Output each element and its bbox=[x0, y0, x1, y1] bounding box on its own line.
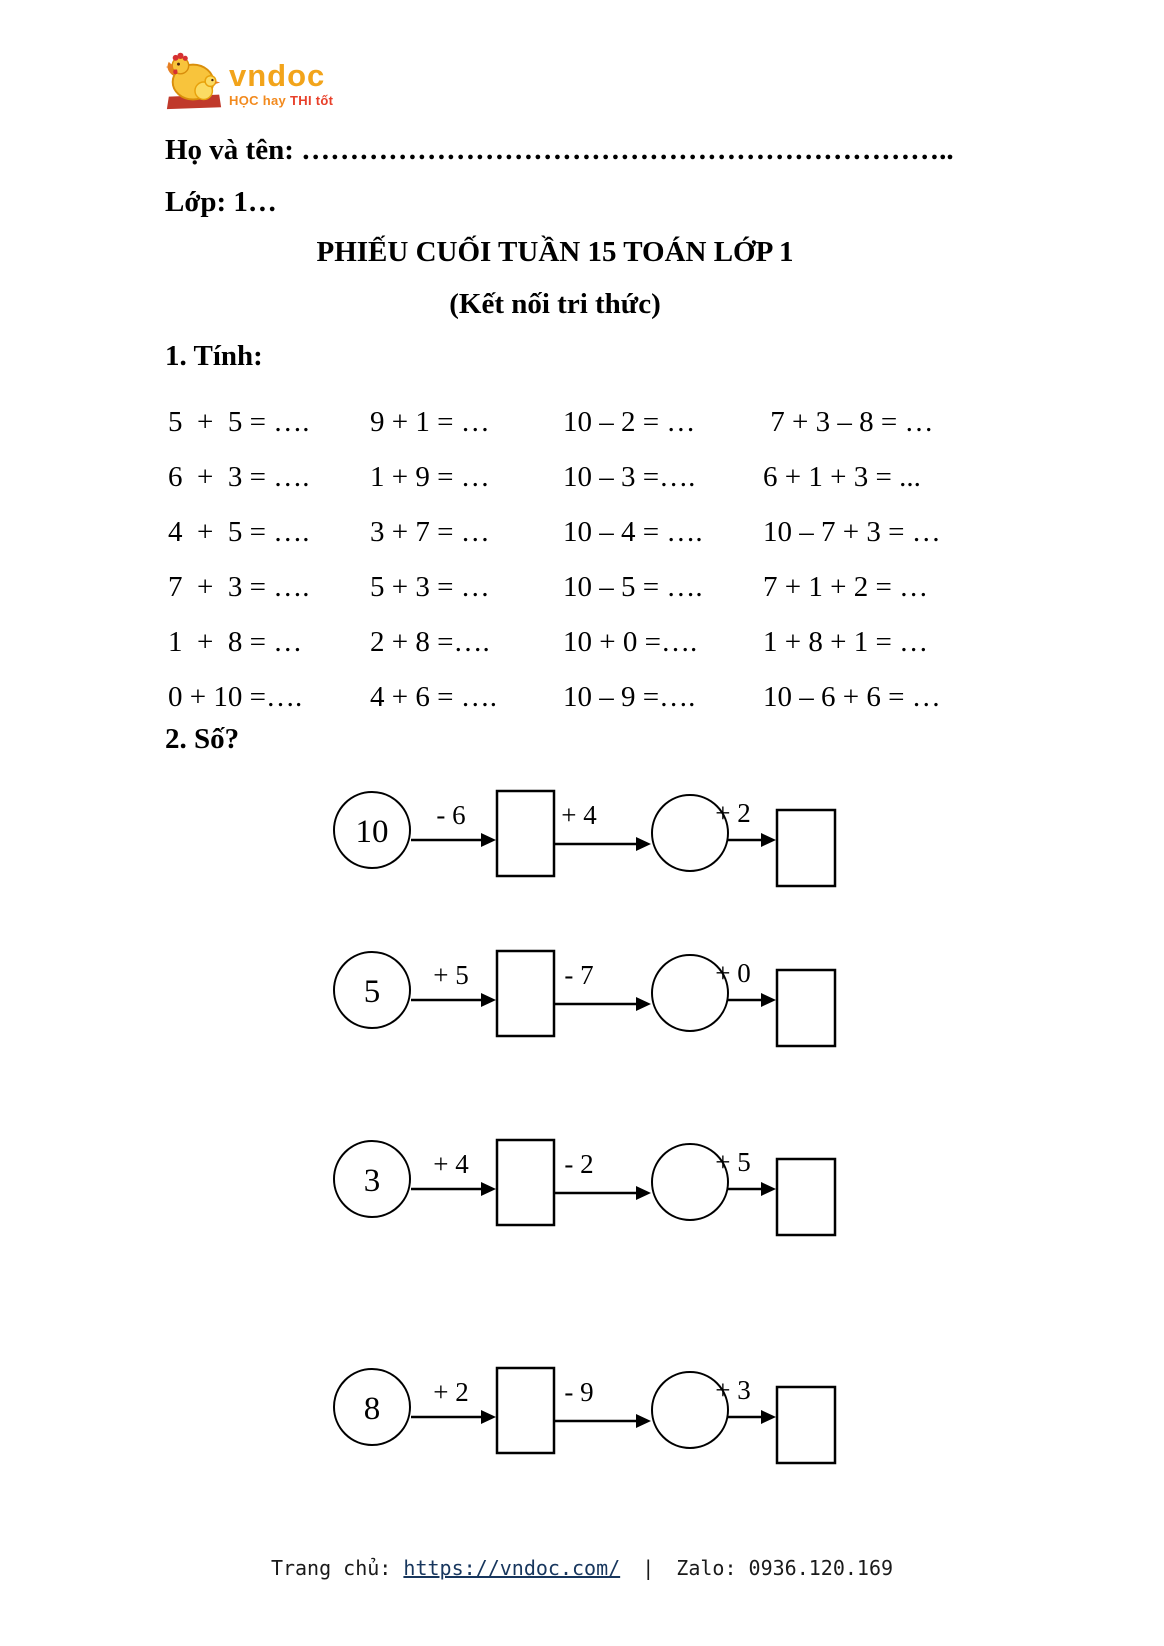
start-number: 8 bbox=[363, 1391, 381, 1427]
brand-wordmark: vndoc bbox=[229, 58, 326, 93]
operation-label: + 5 bbox=[715, 1147, 751, 1177]
operation-label: + 0 bbox=[715, 958, 751, 988]
number-chain-diagram-1 bbox=[333, 778, 853, 898]
exercise: 5 + 3 = … bbox=[370, 571, 490, 603]
answer-box bbox=[777, 970, 835, 1046]
footer-separator: | bbox=[642, 1556, 655, 1580]
exercise: 10 – 5 = …. bbox=[563, 571, 703, 603]
zalo-contact: Zalo: 0936.120.169 bbox=[676, 1556, 894, 1580]
class-field: Lớp: 1… bbox=[165, 186, 277, 218]
number-chain-diagram-4 bbox=[333, 1355, 853, 1475]
exercise: 3 + 7 = … bbox=[370, 516, 490, 548]
homepage-link[interactable]: https://vndoc.com/ bbox=[403, 1556, 621, 1580]
operation-label: + 5 bbox=[433, 960, 469, 990]
exercise: 5 + 5 = …. bbox=[168, 406, 310, 438]
home-label: Trang chủ: bbox=[270, 1556, 392, 1580]
exercise: 10 – 9 =…. bbox=[563, 681, 696, 713]
arrow-icon bbox=[411, 833, 496, 847]
operation-label: - 6 bbox=[436, 800, 466, 830]
exercise: 10 – 3 =…. bbox=[563, 461, 696, 493]
section1-heading: 1. Tính: bbox=[165, 340, 263, 372]
brand-tagline: HỌC hay THI tốt bbox=[229, 93, 334, 108]
exercise: 4 + 6 = …. bbox=[370, 681, 497, 713]
arrow-icon bbox=[728, 833, 776, 847]
arrow-icon bbox=[411, 993, 496, 1007]
exercise: 6 + 3 = …. bbox=[168, 461, 310, 493]
start-number: 3 bbox=[363, 1163, 381, 1199]
operation-label: - 2 bbox=[564, 1149, 594, 1179]
student-name-field: Họ và tên: ………………………………………………………….. bbox=[165, 134, 954, 166]
operation-label: + 2 bbox=[433, 1377, 469, 1407]
arrow-icon bbox=[728, 1182, 776, 1196]
exercise: 0 + 10 =…. bbox=[168, 681, 303, 713]
arrow-icon bbox=[554, 837, 651, 851]
exercise: 7 + 3 – 8 = … bbox=[763, 406, 934, 438]
exercise: 7 + 3 = …. bbox=[168, 571, 310, 603]
start-number: 5 bbox=[363, 974, 381, 1010]
arrow-icon bbox=[728, 993, 776, 1007]
arrow-icon bbox=[554, 997, 651, 1011]
answer-box bbox=[777, 810, 835, 886]
page-title: PHIẾU CUỐI TUẦN 15 TOÁN LỚP 1 bbox=[316, 236, 794, 268]
arrow-icon bbox=[411, 1182, 496, 1196]
answer-box bbox=[777, 1387, 835, 1463]
arrow-icon bbox=[728, 1410, 776, 1424]
page-footer bbox=[0, 1556, 1164, 1580]
exercise: 1 + 8 = … bbox=[168, 626, 303, 658]
section2-heading: 2. Số? bbox=[165, 723, 240, 755]
exercise: 7 + 1 + 2 = … bbox=[763, 571, 929, 603]
answer-box bbox=[497, 791, 554, 876]
number-chain-diagram-3 bbox=[333, 1127, 853, 1247]
operation-label: + 4 bbox=[561, 800, 597, 830]
arrow-icon bbox=[411, 1410, 496, 1424]
exercise: 10 – 2 = … bbox=[563, 406, 696, 438]
vndoc-logo bbox=[163, 52, 333, 114]
arrow-icon bbox=[554, 1186, 651, 1200]
exercise-grid bbox=[168, 395, 998, 725]
answer-box bbox=[497, 1140, 554, 1225]
exercise: 2 + 8 =…. bbox=[370, 626, 490, 658]
chicken-mascot-icon bbox=[163, 52, 225, 114]
exercise: 10 – 6 + 6 = … bbox=[763, 681, 941, 713]
exercise: 10 – 4 = …. bbox=[563, 516, 703, 548]
number-chain-diagram-2 bbox=[333, 938, 853, 1058]
answer-box bbox=[497, 951, 554, 1036]
answer-box bbox=[497, 1368, 554, 1453]
page-subtitle: (Kết nối tri thức) bbox=[449, 288, 661, 320]
exercise: 1 + 9 = … bbox=[370, 461, 490, 493]
operation-label: + 4 bbox=[433, 1149, 469, 1179]
operation-label: + 2 bbox=[715, 798, 751, 828]
operation-label: - 7 bbox=[564, 960, 594, 990]
exercise: 1 + 8 + 1 = … bbox=[763, 626, 929, 658]
start-number: 10 bbox=[355, 814, 389, 850]
exercise: 9 + 1 = … bbox=[370, 406, 490, 438]
exercise: 4 + 5 = …. bbox=[168, 516, 310, 548]
operation-label: + 3 bbox=[715, 1375, 751, 1405]
operation-label: - 9 bbox=[564, 1377, 594, 1407]
exercise: 10 + 0 =…. bbox=[563, 626, 698, 658]
exercise: 10 – 7 + 3 = … bbox=[763, 516, 941, 548]
arrow-icon bbox=[554, 1414, 651, 1428]
exercise: 6 + 1 + 3 = ... bbox=[763, 461, 921, 493]
answer-box bbox=[777, 1159, 835, 1235]
